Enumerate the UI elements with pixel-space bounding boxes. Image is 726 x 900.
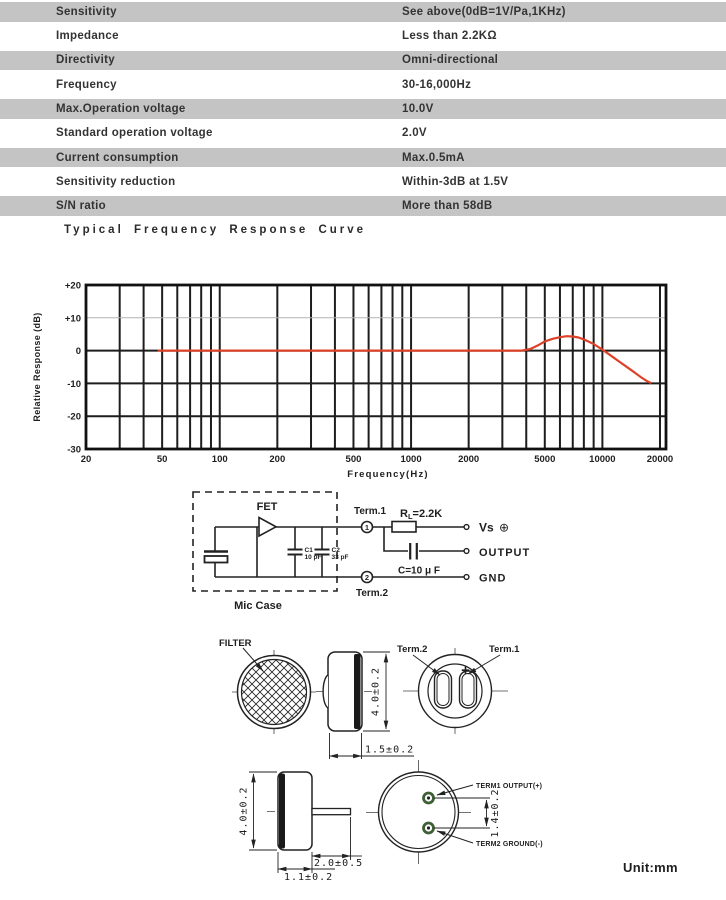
spec-label: S/N ratio (56, 200, 106, 213)
terminal2-pin-center (427, 826, 430, 829)
term1-label: Term.1 (353, 506, 387, 517)
x-tick-label: 10000 (589, 454, 616, 465)
fet-label: FET (256, 501, 278, 513)
dim-height-text: 4.0±0.2 (370, 666, 382, 717)
y-tick-label: +20 (64, 280, 81, 292)
dim-depth-text: 1.5±0.2 (365, 744, 415, 756)
spec-label: Sensitivity (56, 5, 117, 18)
x-tick-label: 20000 (646, 454, 674, 465)
dim-pin-text: 2.0±0.5 (314, 858, 364, 869)
spec-label: Max.Operation voltage (56, 102, 186, 115)
y-tick-label: -10 (67, 378, 81, 390)
spec-value: See above(0dB=1V/Pa,1KHz) (402, 5, 566, 18)
x-tick-label: 50 (156, 454, 168, 465)
polarity-plus-mark: + (461, 662, 470, 679)
y-tick-label: -30 (67, 444, 81, 456)
spec-value: 30-16,000Hz (402, 78, 472, 91)
x-tick-label: 100 (211, 454, 228, 465)
filter-label: FILTER (219, 638, 252, 649)
spec-value: Less than 2.2KΩ (402, 30, 497, 43)
vs-plus-icon: ⊕ (499, 520, 510, 535)
y-tick-label: 0 (75, 346, 81, 358)
mech-row2-linework (249, 760, 490, 873)
y-tick-label: -20 (67, 411, 81, 423)
x-tick-label: 20 (80, 454, 92, 465)
terminal1-number: 1 (364, 522, 370, 532)
spec-label: Directivity (56, 54, 115, 67)
spec-label: Sensitivity reduction (56, 175, 176, 188)
y-tick-label: +10 (64, 313, 81, 325)
c1-label: C1 (304, 547, 313, 554)
gnd-label: GND (479, 572, 507, 585)
dim-ext-lines-depth (330, 733, 362, 759)
c1-value: 10 pF (304, 554, 322, 561)
section-title: Typical Frequency Response Curve (64, 224, 367, 236)
x-tick-label: 500 (345, 454, 362, 465)
side2-front-face (279, 774, 285, 849)
load-resistor-label: RL=2.2K (400, 508, 443, 521)
term2-full-label: TERM2 GROUND(-) (476, 841, 543, 848)
spec-value: Within-3dB at 1.5V (402, 175, 509, 188)
x-axis-title: Frequency(Hz) (347, 469, 429, 480)
back-view-outline (419, 655, 492, 728)
term2-view-label: Term.2 (397, 644, 428, 655)
spec-label: Current consumption (56, 151, 179, 164)
filter-mesh (242, 660, 307, 725)
dim-height2-text: 4.0±0.2 (238, 786, 250, 836)
spec-value: More than 58dB (402, 200, 493, 213)
vs-label: Vs (479, 520, 494, 535)
coupling-cap-label: C=10 μ F (398, 565, 440, 577)
terminal-pin (312, 809, 351, 815)
c2-label: C2 (331, 547, 340, 554)
unit-label: Unit:mm (623, 860, 678, 875)
side-view-back-face (354, 654, 361, 729)
side-view-front-bump (323, 675, 328, 708)
term1-full-label: TERM1 OUTPUT(+) (476, 783, 543, 790)
x-tick-label: 200 (269, 454, 286, 465)
terminal1-pin-center (427, 796, 430, 799)
x-tick-label: 2000 (458, 454, 480, 465)
dim-pitch-text: 1.4±0.2 (490, 788, 501, 838)
spec-value: Max.0.5mA (402, 151, 465, 164)
spec-value: 2.0V (402, 127, 427, 140)
term1-view-label: Term.1 (489, 644, 520, 655)
spec-value: Omni-directional (402, 54, 499, 67)
terminal2-number: 2 (364, 572, 370, 582)
spec-value: 10.0V (402, 102, 434, 115)
x-tick-label: 5000 (534, 454, 556, 465)
y-axis-title: Relative Response (dB) (32, 312, 42, 422)
bottom-view-outline (379, 772, 459, 852)
mic-case-label: Mic Case (234, 600, 282, 612)
spec-label: Standard operation voltage (56, 127, 213, 140)
x-tick-label: 1000 (400, 454, 422, 465)
output-label: OUTPUT (479, 547, 531, 559)
c2-value: 33 pF (331, 554, 349, 561)
term2-label: Term.2 (355, 588, 389, 599)
spec-label: Impedance (56, 30, 119, 43)
spec-label: Frequency (56, 78, 117, 91)
dim-body-text: 1.1±0.2 (284, 872, 334, 883)
